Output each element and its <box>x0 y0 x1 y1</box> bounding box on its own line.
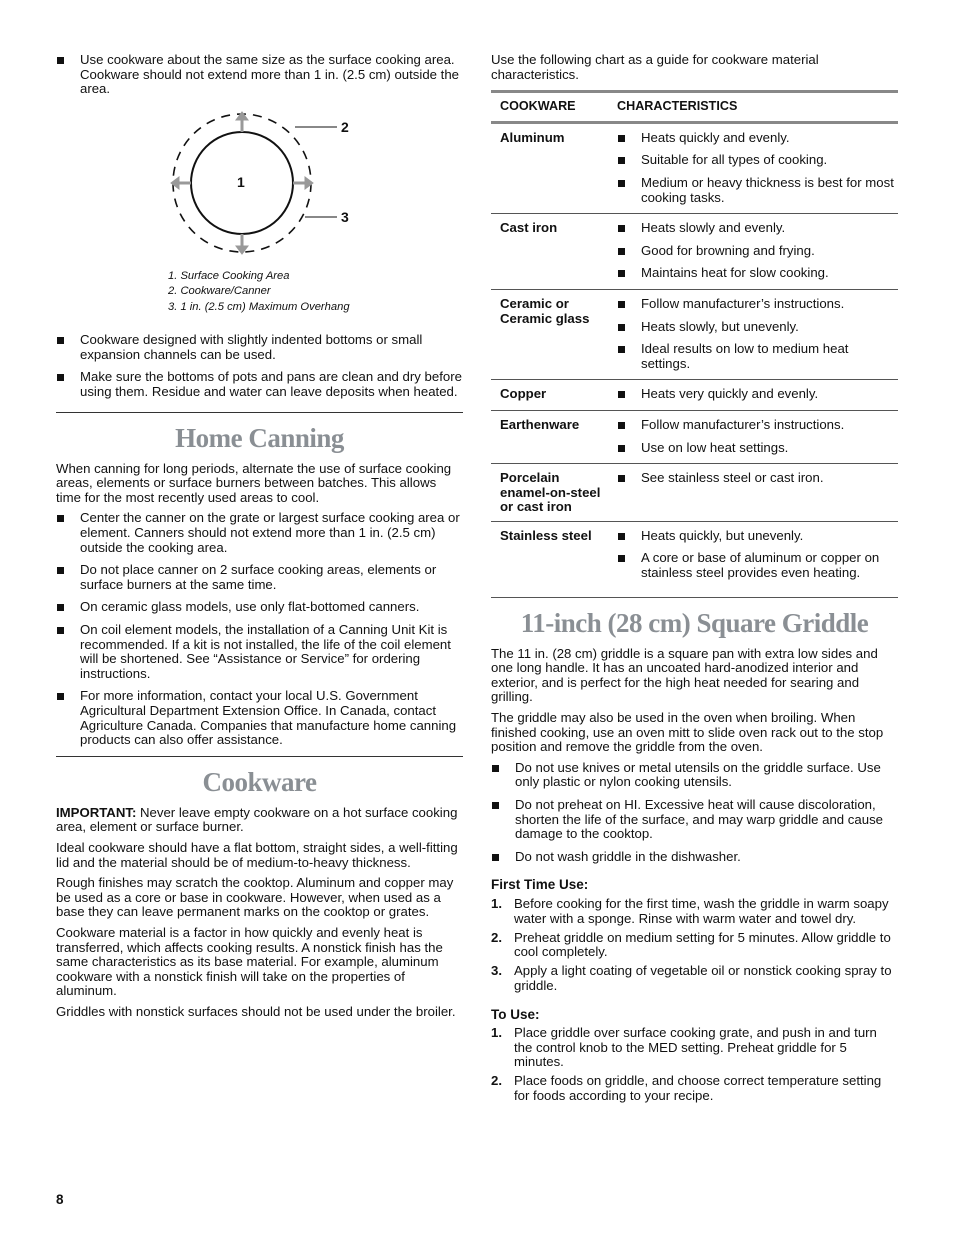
material-cell: Stainless steel <box>491 521 617 597</box>
list-item: On ceramic glass models, use only flat-bottomed canners. <box>56 600 463 615</box>
cookware-size-diagram <box>56 109 463 269</box>
list-item: Ideal results on low to medium heat settings. <box>617 342 898 371</box>
griddle-heading: 11-inch (28 cm) Square Griddle <box>520 607 869 638</box>
list-item: Do not place canner on 2 surface cooking areas, elements or surface burners at the same time. <box>56 563 463 592</box>
step-text: Apply a light coating of vegetable oil or nonstick cooking spray to griddle. <box>514 963 892 993</box>
list-item: Cookware designed with slightly indented bottoms or small expansion channels can be used. <box>56 333 463 362</box>
list-item: Heats slowly, but unevenly. <box>617 320 898 335</box>
diagram-label-3: 3 <box>341 208 349 225</box>
step-text: Place foods on griddle, and choose correct temperature setting for foods according to your recipe. <box>514 1073 882 1103</box>
caption: 2. Cookware/Canner <box>168 285 271 298</box>
material-cell: Copper <box>491 380 617 411</box>
list-item: Good for browning and frying. <box>617 244 898 259</box>
chart-intro: Use the following chart as a guide for cookware material characteristics. <box>491 52 819 82</box>
list-item: Heats quickly, but unevenly. <box>617 529 898 544</box>
table-row <box>491 214 898 290</box>
characteristics-cell <box>617 214 898 290</box>
table-row <box>491 122 898 213</box>
intro-bullet-list <box>56 53 463 97</box>
diagram-label-2: 2 <box>341 118 349 135</box>
characteristics-cell <box>617 521 898 597</box>
characteristics-cell <box>617 289 898 379</box>
cookware-paragraph: Cookware material is a factor in how quickly and evenly heat is transferred, which affects cooking results. A nonstick finish has the same characteristics as its base material. For example, aluminum cookware with a nonstick finish will take on the properties of aluminum. <box>56 924 443 999</box>
table-row <box>491 521 898 597</box>
important-text: Never leave empty cookware on a hot surface cooking area, element or surface burner. <box>56 804 458 835</box>
list-item: Do not preheat on HI. Excessive heat will cause discoloration, shorten the life of the surface, and may warp griddle and cause damage to the cooktop. <box>491 798 898 842</box>
material-cell: Aluminum <box>491 122 617 213</box>
first-time-use-heading: First Time Use: <box>491 877 589 893</box>
list-item: Suitable for all types of cooking. <box>617 153 898 168</box>
characteristics-cell <box>617 122 898 213</box>
list-item: Follow manufacturer’s instructions. <box>617 418 898 433</box>
step-number: 2. <box>491 1073 502 1089</box>
list-item: Center the canner on the grate or largest surface cooking area or element. Canners should not extend more than 1 in. (2.5 cm) outside the cooking area. <box>56 511 463 555</box>
characteristics-cell <box>617 410 898 463</box>
step-text: Place griddle over surface cooking grate, and push in and turn the control knob to the MED setting. Preheat griddle for 5 minutes. <box>514 1025 877 1070</box>
column-header: COOKWARE <box>491 92 617 123</box>
list-item: Do not use knives or metal utensils on the griddle surface. Use only plastic or nylon cooking utensils. <box>491 761 898 790</box>
list-item: Heats quickly and evenly. <box>617 131 898 146</box>
to-use-heading: To Use: <box>491 1006 540 1022</box>
material-cell: Ceramic or Ceramic glass <box>491 289 617 379</box>
home-canning-intro: When canning for long periods, alternate the use of surface cooking areas, elements or surface burners between batches. This allows time for the most recently used areas to cool. <box>56 460 452 505</box>
step-text: Before cooking for the first time, wash the griddle in warm soapy water with a sponge. Rinse with warm water and towel dry. <box>514 895 889 926</box>
list-item: Do not wash griddle in the dishwasher. <box>491 850 898 865</box>
step-number: 1. <box>491 1025 502 1041</box>
cookware-paragraph: Ideal cookware should have a flat bottom, straight sides, a well-fitting lid and the material should be of medium-to-heavy thickness. <box>56 839 458 870</box>
step-number: 1. <box>491 895 502 911</box>
diagram-label-1: 1 <box>237 173 245 190</box>
table-row <box>491 410 898 463</box>
section-divider <box>56 412 463 413</box>
table-row <box>491 289 898 379</box>
list-item: See stainless steel or cast iron. <box>617 471 898 486</box>
list-item: Make sure the bottoms of pots and pans are clean and dry before using them. Residue and water can leave deposits when heated. <box>56 370 463 399</box>
material-cell: Porcelain enamel-on-steel or cast iron <box>491 464 617 522</box>
list-item <box>491 964 898 993</box>
step-number: 3. <box>491 963 502 979</box>
list-item: Use on low heat settings. <box>617 441 898 456</box>
list-item: Heats slowly and evenly. <box>617 221 898 236</box>
step-text: Preheat griddle on medium setting for 5 minutes. Allow griddle to cool completely. <box>514 929 891 960</box>
table-row <box>491 380 898 411</box>
left-column <box>56 53 463 1025</box>
caption: 3. 1 in. (2.5 cm) Maximum Overhang <box>168 300 350 313</box>
list-item <box>491 897 898 926</box>
cookware-characteristics-table <box>491 90 898 597</box>
cookware-paragraph: Rough finishes may scratch the cooktop. Aluminum and copper may be used as a core or base in cookware. However, when used as a base they can leave permanent marks on the cooktop or grates. <box>56 875 454 920</box>
material-cell: Earthenware <box>491 410 617 463</box>
cookware-important <box>56 806 463 835</box>
list-item: Follow manufacturer’s instructions. <box>617 297 898 312</box>
griddle-paragraph: The 11 in. (28 cm) griddle is a square pan with extra low sides and one long handle. It has an uncoated hard-anodized interior and exterior, and is perfect for the high heat needed for searing and grilling. <box>491 645 878 705</box>
figure-bullet-list <box>56 333 463 399</box>
list-item: Maintains heat for slow cooking. <box>617 266 898 281</box>
list-item <box>491 1074 898 1103</box>
list-item: Heats very quickly and evenly. <box>617 387 898 402</box>
home-canning-heading: Home Canning <box>175 422 344 453</box>
cookware-size-svg <box>56 109 463 269</box>
home-canning-list <box>56 511 463 747</box>
characteristics-cell <box>617 464 898 522</box>
material-cell: Cast iron <box>491 214 617 290</box>
page-number: 8 <box>56 1192 64 1207</box>
section-divider <box>56 756 463 757</box>
list-item <box>491 931 898 960</box>
diagram-captions <box>168 269 463 316</box>
table-header-row <box>491 92 898 123</box>
caption: 1. Surface Cooking Area <box>168 269 290 282</box>
list-item: Medium or heavy thickness is best for most cooking tasks. <box>617 176 898 205</box>
table-row <box>491 464 898 522</box>
step-number: 2. <box>491 929 502 945</box>
important-label: IMPORTANT: <box>56 804 137 820</box>
list-item: Use cookware about the same size as the surface cooking area. Cookware should not extend more than 1 in. (2.5 cm) outside the area. <box>56 53 463 97</box>
right-column <box>491 53 898 1112</box>
list-item: A core or base of aluminum or copper on stainless steel provides even heating. <box>617 551 898 580</box>
to-use-steps <box>491 1026 898 1103</box>
column-header: CHARACTERISTICS <box>617 92 898 123</box>
list-item <box>491 1026 898 1070</box>
characteristics-cell <box>617 380 898 411</box>
griddle-bullet-list <box>491 761 898 865</box>
first-time-use-steps <box>491 897 898 994</box>
list-item: For more information, contact your local U.S. Government Agricultural Department Extension Office. In Canada, contact Agriculture Canada. Companies that manufacture home canning products can also offer assistance. <box>56 689 463 747</box>
cookware-heading: Cookware <box>202 766 317 797</box>
list-item: On coil element models, the installation of a Canning Unit Kit is recommended. If a kit is not installed, the life of the coil element will be shortened. See “Assistance or Service” for ordering instructions. <box>56 623 463 681</box>
cookware-paragraph: Griddles with nonstick surfaces should not be used under the broiler. <box>56 1003 456 1019</box>
griddle-paragraph: The griddle may also be used in the oven when broiling. When finished cooking, use an oven mitt to slide oven rack out to the stop position and remove the griddle from the oven. <box>491 710 884 755</box>
